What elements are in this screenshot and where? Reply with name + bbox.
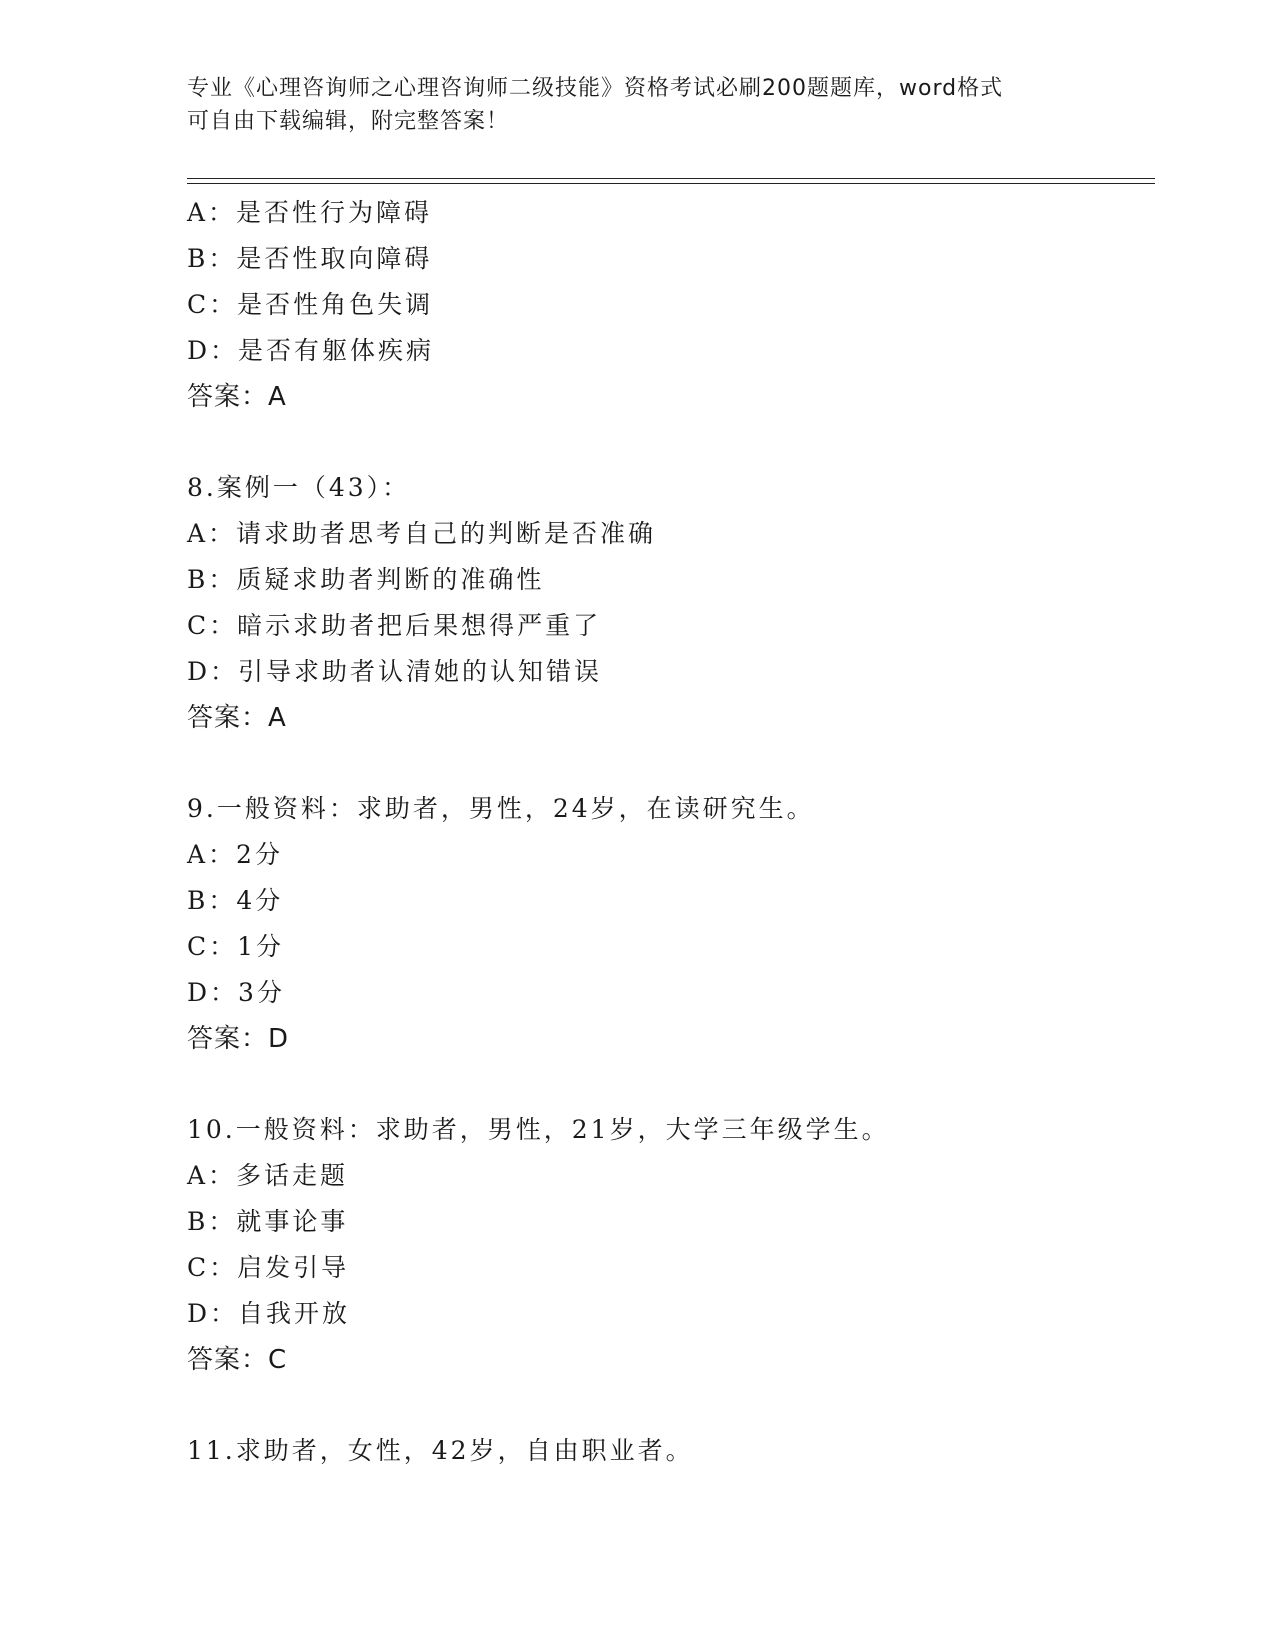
header-title-line-1: 专业《心理咨询师之心理咨询师二级技能》资格考试必刷200题题库，word格式 xyxy=(187,76,1004,101)
option-b: B：4分 xyxy=(187,886,284,915)
option-b: B：是否性取向障碍 xyxy=(187,244,433,273)
spacer xyxy=(187,741,1147,786)
answer-line: 答案：A xyxy=(187,703,287,733)
question-stem: 11.求助者，女性，42岁，自由职业者。 xyxy=(187,1436,694,1465)
answer-line: 答案：D xyxy=(187,1024,290,1054)
answer-line: 答案：C xyxy=(187,1345,288,1375)
question-stem: 8.案例一（43）： xyxy=(187,473,411,502)
question-list xyxy=(187,190,1147,1474)
question-block-previous xyxy=(187,190,1147,420)
option-c: C：1分 xyxy=(187,932,285,961)
option-d: D：是否有躯体疾病 xyxy=(187,336,435,365)
option-a: A：是否性行为障碍 xyxy=(187,198,433,227)
spacer xyxy=(187,420,1147,465)
option-c: C：暗示求助者把后果想得严重了 xyxy=(187,611,602,640)
header-divider-top xyxy=(187,178,1155,179)
question-stem: 10.一般资料：求助者，男性，21岁，大学三年级学生。 xyxy=(187,1115,890,1144)
option-c: C：是否性角色失调 xyxy=(187,290,434,319)
document-header xyxy=(187,72,1087,138)
option-d: D：3分 xyxy=(187,978,285,1007)
option-d: D：自我开放 xyxy=(187,1299,351,1328)
option-b: B：就事论事 xyxy=(187,1207,349,1236)
spacer xyxy=(187,1383,1147,1428)
question-block-11 xyxy=(187,1428,1147,1474)
question-block-10 xyxy=(187,1107,1147,1383)
option-c: C：启发引导 xyxy=(187,1253,350,1282)
question-block-8 xyxy=(187,465,1147,741)
option-a: A：2分 xyxy=(187,840,283,869)
option-a: A：多话走题 xyxy=(187,1161,349,1190)
option-a: A：请求助者思考自己的判断是否准确 xyxy=(187,519,657,548)
spacer xyxy=(187,1062,1147,1107)
option-b: B：质疑求助者判断的准确性 xyxy=(187,565,545,594)
question-block-9 xyxy=(187,786,1147,1062)
answer-line: 答案：A xyxy=(187,382,287,412)
header-divider-bottom xyxy=(187,183,1155,184)
header-title-line-2: 可自由下载编辑，附完整答案！ xyxy=(187,109,510,134)
option-d: D：引导求助者认清她的认知错误 xyxy=(187,657,603,686)
question-stem: 9.一般资料：求助者，男性，24岁，在读研究生。 xyxy=(187,794,815,823)
